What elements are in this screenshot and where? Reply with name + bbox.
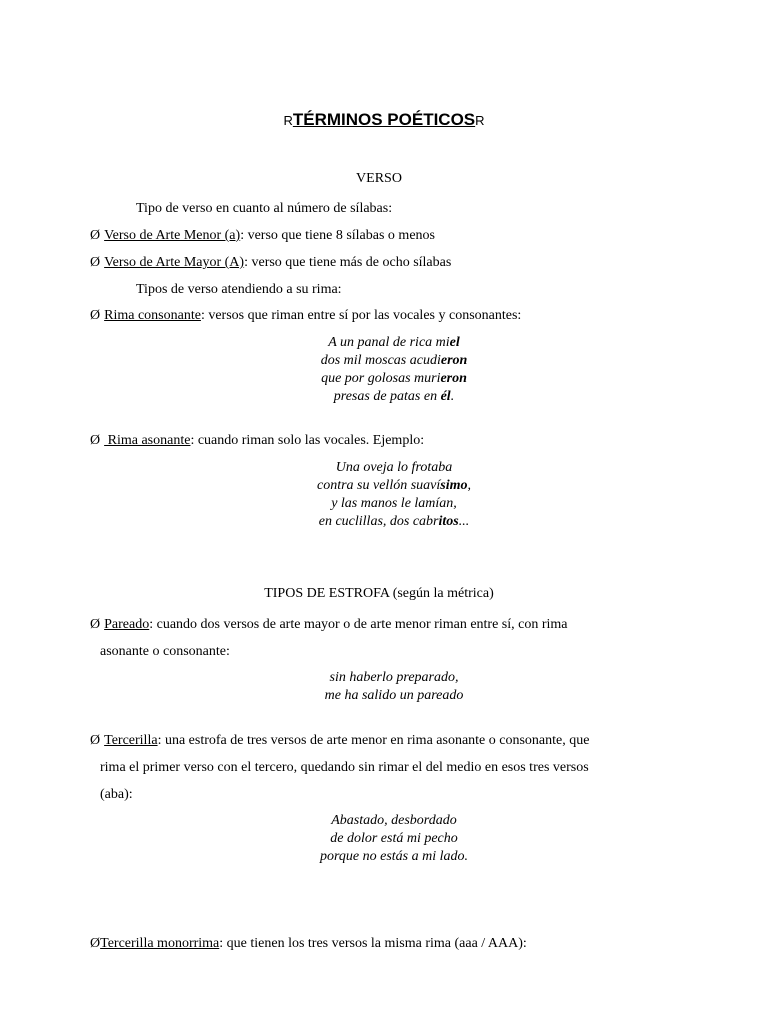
desc-pareado: : cuando dos versos de arte mayor o de arte menor riman entre sí, con rima	[149, 617, 568, 632]
item-tercerilla-monorrima	[90, 936, 527, 952]
bullet-icon: Ø	[90, 936, 101, 951]
poem-pareado	[0, 669, 768, 705]
poem-line: presas de patas en él.	[333, 389, 455, 404]
desc-tercerilla-monorrima: : que tienen los tres versos la misma rima (aaa / AAA):	[219, 936, 527, 951]
title-left-mark: R	[283, 113, 293, 128]
term-pareado: Pareado	[104, 617, 150, 632]
title-right-mark: R	[475, 113, 485, 128]
term-arte-menor: Verso de Arte Menor (a)	[104, 228, 241, 243]
poem-line: dos mil moscas acudieron	[320, 353, 468, 368]
bullet-icon: Ø	[90, 433, 101, 448]
term-tercerilla: Tercerilla	[104, 733, 158, 748]
cont-tercerilla-2: (aba):	[100, 787, 133, 802]
section-heading-verso: VERSO	[356, 171, 402, 186]
item-tercerilla	[90, 733, 589, 749]
poem-line: Abastado, desbordado	[331, 813, 457, 828]
poem-asonante	[0, 459, 768, 531]
poem-line: de dolor está mi pecho	[330, 831, 458, 846]
item-pareado	[90, 617, 568, 633]
poem-line: en cuclillas, dos cabritos...	[318, 514, 470, 529]
item-rima-asonante	[90, 433, 424, 449]
bullet-icon: Ø	[90, 617, 101, 632]
bullet-icon: Ø	[90, 228, 101, 243]
desc-rima-asonante: : cuando riman solo las vocales. Ejemplo:	[190, 433, 425, 448]
section-heading-estrofa: TIPOS DE ESTROFA (según la métrica)	[264, 586, 494, 601]
bullet-icon: Ø	[90, 733, 101, 748]
item-arte-mayor	[90, 255, 451, 271]
poem-line: A un panal de rica miel	[328, 335, 460, 350]
poem-line: y las manos le lamían,	[331, 496, 457, 511]
desc-arte-mayor: : verso que tiene más de ocho sílabas	[244, 255, 452, 270]
desc-tercerilla: : una estrofa de tres versos de arte menor en rima asonante o consonante, que	[157, 733, 590, 748]
poem-line: contra su vellón suavísimo,	[317, 478, 471, 493]
cont-tercerilla-1: rima el primer verso con el tercero, quedando sin rimar el del medio en esos tres versos	[100, 760, 589, 775]
cont-pareado: asonante o consonante:	[100, 644, 230, 659]
bullet-icon: Ø	[90, 255, 101, 270]
poem-line: que por golosas murieron	[321, 371, 467, 386]
term-rima-consonante: Rima consonante	[104, 308, 201, 323]
page-title	[0, 110, 768, 130]
poem-line: me ha salido un pareado	[324, 688, 464, 703]
desc-arte-menor: : verso que tiene 8 sílabas o menos	[240, 228, 435, 243]
intro-rima: Tipos de verso atendiendo a su rima:	[136, 282, 342, 297]
poem-consonante	[0, 334, 768, 406]
intro-silabas: Tipo de verso en cuanto al número de sílabas:	[136, 201, 393, 216]
bullet-icon: Ø	[90, 308, 101, 323]
desc-rima-consonante: : versos que riman entre sí por las vocales y consonantes:	[200, 308, 522, 323]
poem-line: sin haberlo preparado,	[329, 670, 459, 685]
poem-line: porque no estás a mi lado.	[319, 849, 469, 864]
poem-line: Una oveja lo frotaba	[335, 460, 453, 475]
term-tercerilla-monorrima: Tercerilla monorrima	[100, 936, 220, 951]
term-rima-asonante: Rima asonante	[104, 433, 191, 448]
item-rima-consonante	[90, 308, 521, 324]
term-arte-mayor: Verso de Arte Mayor (A)	[104, 255, 245, 270]
title-text: TÉRMINOS POÉTICOS	[292, 110, 476, 129]
item-arte-menor	[90, 228, 435, 244]
poem-tercerilla	[0, 812, 768, 866]
